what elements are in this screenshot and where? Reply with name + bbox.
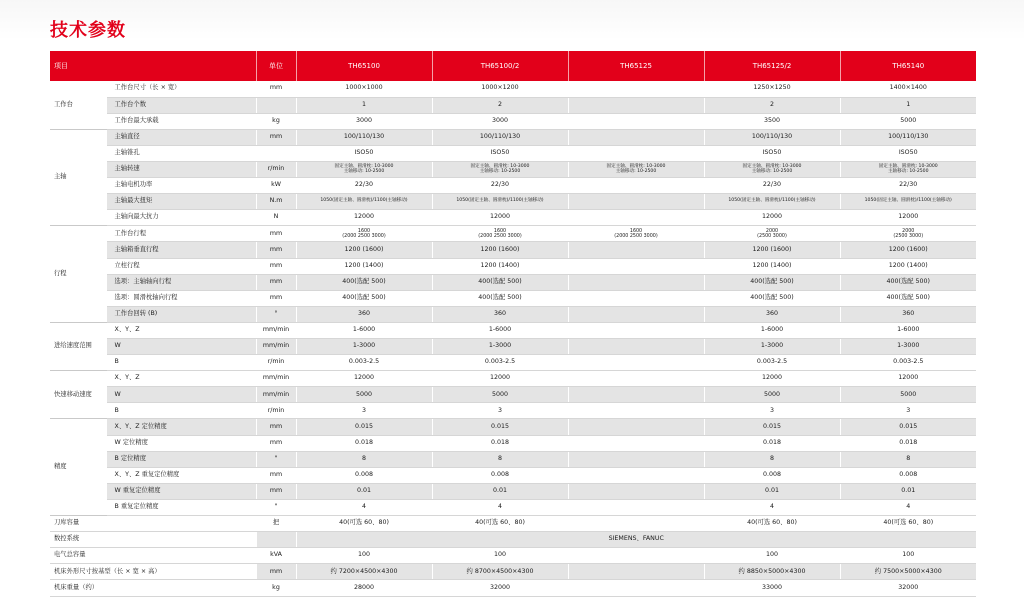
item-label: B (106, 355, 256, 371)
value-cell: 1600 (2000 2500 3000) (568, 226, 704, 242)
group-label: 数控系统 (50, 532, 256, 548)
value-cell: 100/110/130 (704, 129, 840, 145)
table-row (50, 467, 976, 483)
value-cell: 1 (840, 97, 976, 113)
item-label: 主轴向最大抗力 (106, 210, 256, 226)
value-cell: 32000 (432, 580, 568, 596)
item-label: 主轴箱垂直行程 (106, 242, 256, 258)
value-cell: 约 7500×5000×4300 (840, 564, 976, 580)
value-cell (568, 242, 704, 258)
value-cell: 1200 (1600) (432, 242, 568, 258)
table-row (50, 499, 976, 515)
value-cell: 3 (296, 403, 432, 419)
unit-cell: mm/min (256, 322, 296, 338)
value-cell (568, 194, 704, 210)
value-cell (568, 403, 704, 419)
value-cell: 2 (704, 97, 840, 113)
value-cell: 12000 (296, 371, 432, 387)
page-title: 技术参数 (50, 20, 126, 41)
value-cell: 8 (704, 451, 840, 467)
value-cell: 12000 (840, 371, 976, 387)
value-cell: 100/110/130 (296, 129, 432, 145)
unit-cell: " (256, 451, 296, 467)
value-cell (568, 322, 704, 338)
unit-cell: mm/min (256, 339, 296, 355)
value-cell: 1400×1400 (840, 81, 976, 97)
value-cell: 100 (432, 548, 568, 564)
unit-cell: kg (256, 580, 296, 596)
value-cell: 12000 (840, 210, 976, 226)
table-row (50, 290, 976, 306)
item-label: X、Y、Z (106, 322, 256, 338)
group-label: 进给速度范围 (50, 322, 106, 370)
item-label: X、Y、Z 定位精度 (106, 419, 256, 435)
value-cell: 4 (432, 499, 568, 515)
value-cell: 0.018 (704, 435, 840, 451)
item-label: W (106, 387, 256, 403)
value-cell: 0.003-2.5 (432, 355, 568, 371)
item-label: 工作台最大承载 (106, 113, 256, 129)
unit-cell: r/min (256, 355, 296, 371)
unit-cell: 把 (256, 516, 296, 532)
value-cell: 1-3000 (704, 339, 840, 355)
value-cell: 12000 (432, 210, 568, 226)
value-cell: 400(选配 500) (296, 290, 432, 306)
value-cell: 约 8700×4500×4300 (432, 564, 568, 580)
value-cell: SIEMENS、FANUC (296, 532, 976, 548)
unit-cell: mm (256, 226, 296, 242)
value-cell: 2000 (2500 3000) (840, 226, 976, 242)
value-cell: 1-6000 (432, 322, 568, 338)
table-row (50, 580, 976, 596)
value-cell: 固定主轴、圆滑枕: 10-3000 主轴移动: 10-2500 (432, 161, 568, 177)
value-cell (568, 548, 704, 564)
value-cell (568, 274, 704, 290)
value-cell: 400(选配 500) (704, 274, 840, 290)
value-cell: 1200 (1600) (840, 242, 976, 258)
table-row (50, 387, 976, 403)
value-cell: 28000 (296, 580, 432, 596)
value-cell: 1-3000 (296, 339, 432, 355)
item-label: 工作台回转 (B) (106, 306, 256, 322)
unit-cell: N (256, 210, 296, 226)
value-cell: 0.008 (296, 467, 432, 483)
item-label: 主轴电机功率 (106, 178, 256, 194)
unit-cell: mm/min (256, 387, 296, 403)
item-label: 选项：圆滑枕轴向行程 (106, 290, 256, 306)
header-model: TH65140 (840, 51, 976, 81)
value-cell (568, 290, 704, 306)
value-cell: 固定主轴、圆滑枕: 10-3000 主轴移动: 10-2500 (704, 161, 840, 177)
value-cell: 360 (296, 306, 432, 322)
value-cell: 约 7200×4500×4300 (296, 564, 432, 580)
value-cell (568, 339, 704, 355)
value-cell: 0.01 (432, 483, 568, 499)
value-cell: 8 (840, 451, 976, 467)
table-row (50, 532, 976, 548)
table-row (50, 371, 976, 387)
value-cell: ISO50 (432, 145, 568, 161)
header-model: TH65125/2 (704, 51, 840, 81)
value-cell: 1050(固定主轴、圆滑枕)/1100(主轴移动) (296, 194, 432, 210)
value-cell: 0.01 (840, 483, 976, 499)
item-label: B (106, 403, 256, 419)
value-cell: 0.01 (296, 483, 432, 499)
value-cell: 0.003-2.5 (296, 355, 432, 371)
group-label: 精度 (50, 419, 106, 516)
value-cell: 22/30 (296, 178, 432, 194)
value-cell: 5000 (840, 113, 976, 129)
value-cell: 360 (704, 306, 840, 322)
item-label: X、Y、Z 重复定位精度 (106, 467, 256, 483)
value-cell: 100 (704, 548, 840, 564)
value-cell: 3 (704, 403, 840, 419)
table-row (50, 242, 976, 258)
value-cell: 固定主轴、圆滑枕: 10-3000 主轴移动: 10-2500 (296, 161, 432, 177)
value-cell: 1050(固定主轴、圆滑枕)/1100(主轴移动) (432, 194, 568, 210)
item-label: 工作台个数 (106, 97, 256, 113)
header-unit: 单位 (256, 51, 296, 81)
value-cell: 0.015 (840, 419, 976, 435)
group-label: 机床重量（约） (50, 580, 256, 596)
value-cell: 0.018 (840, 435, 976, 451)
value-cell: 22/30 (840, 178, 976, 194)
value-cell: 40(可选 60、80) (432, 516, 568, 532)
value-cell (568, 306, 704, 322)
value-cell: 400(选配 500) (840, 274, 976, 290)
value-cell: 1200 (1600) (296, 242, 432, 258)
value-cell: 1000×1000 (296, 81, 432, 97)
table-row (50, 274, 976, 290)
table-header-row (50, 51, 976, 81)
item-label: 工作台行程 (106, 226, 256, 242)
value-cell: 400(选配 500) (432, 290, 568, 306)
value-cell: 0.008 (840, 467, 976, 483)
table-row (50, 194, 976, 210)
group-label: 快速移动速度 (50, 371, 106, 419)
unit-cell: kVA (256, 548, 296, 564)
value-cell: 1-3000 (432, 339, 568, 355)
value-cell: 12000 (704, 371, 840, 387)
item-label: W 定位精度 (106, 435, 256, 451)
value-cell: 1-6000 (840, 322, 976, 338)
group-label: 机床外形尺寸按基型（长 × 宽 × 高） (50, 564, 256, 580)
table-row (50, 355, 976, 371)
value-cell: 400(选配 500) (704, 290, 840, 306)
value-cell (568, 210, 704, 226)
unit-cell: N.m (256, 194, 296, 210)
value-cell (568, 467, 704, 483)
value-cell: 5000 (840, 387, 976, 403)
table-row (50, 419, 976, 435)
value-cell: 0.008 (432, 467, 568, 483)
group-label: 电气总容量 (50, 548, 256, 564)
value-cell: 0.018 (432, 435, 568, 451)
value-cell: 360 (840, 306, 976, 322)
table-row (50, 178, 976, 194)
value-cell: 4 (704, 499, 840, 515)
item-label: B 重复定位精度 (106, 499, 256, 515)
unit-cell: mm (256, 467, 296, 483)
spec-table (50, 51, 976, 597)
value-cell: 8 (296, 451, 432, 467)
unit-cell: mm (256, 274, 296, 290)
item-label: B 定位精度 (106, 451, 256, 467)
value-cell (568, 371, 704, 387)
table-row (50, 564, 976, 580)
value-cell: 1200 (1400) (704, 258, 840, 274)
value-cell: 1600 (2000 2500 3000) (296, 226, 432, 242)
value-cell (568, 483, 704, 499)
item-label: W (106, 339, 256, 355)
value-cell: 3000 (296, 113, 432, 129)
value-cell: 1200 (1400) (296, 258, 432, 274)
value-cell (568, 387, 704, 403)
table-row (50, 226, 976, 242)
value-cell: 1200 (1600) (704, 242, 840, 258)
unit-cell: r/min (256, 403, 296, 419)
table-row (50, 145, 976, 161)
unit-cell: r/min (256, 161, 296, 177)
unit-cell: kg (256, 113, 296, 129)
value-cell: 0.015 (704, 419, 840, 435)
value-cell: 1000×1200 (432, 81, 568, 97)
value-cell (568, 97, 704, 113)
table-row (50, 451, 976, 467)
unit-cell: mm (256, 129, 296, 145)
item-label: W 重复定位精度 (106, 483, 256, 499)
header-model: TH65125 (568, 51, 704, 81)
value-cell (568, 516, 704, 532)
table-row (50, 548, 976, 564)
value-cell: 0.003-2.5 (840, 355, 976, 371)
table-row (50, 258, 976, 274)
value-cell: 0.018 (296, 435, 432, 451)
value-cell: 400(选配 500) (840, 290, 976, 306)
table-row (50, 322, 976, 338)
value-cell: 1 (296, 97, 432, 113)
value-cell: 40(可选 60、80) (296, 516, 432, 532)
value-cell: 0.015 (296, 419, 432, 435)
value-cell: 1600 (2000 2500 3000) (432, 226, 568, 242)
value-cell: 3000 (432, 113, 568, 129)
unit-cell: mm/min (256, 371, 296, 387)
value-cell: 1200 (1400) (432, 258, 568, 274)
value-cell: 固定主轴、圆滑枕: 10-3000 主轴移动: 10-2500 (840, 161, 976, 177)
unit-cell: mm (256, 290, 296, 306)
unit-cell: ° (256, 306, 296, 322)
value-cell: 5000 (432, 387, 568, 403)
unit-cell: mm (256, 483, 296, 499)
value-cell: 12000 (296, 210, 432, 226)
unit-cell: mm (256, 435, 296, 451)
value-cell: 3 (432, 403, 568, 419)
item-label: 选项：主轴轴向行程 (106, 274, 256, 290)
item-label: 主轴直径 (106, 129, 256, 145)
value-cell: 2000 (2500 3000) (704, 226, 840, 242)
table-row (50, 161, 976, 177)
table-row (50, 113, 976, 129)
value-cell: 12000 (432, 371, 568, 387)
unit-cell (256, 97, 296, 113)
unit-cell: mm (256, 258, 296, 274)
value-cell (568, 564, 704, 580)
value-cell (568, 81, 704, 97)
item-label: 工作台尺寸（长 × 宽） (106, 81, 256, 97)
value-cell: 3500 (704, 113, 840, 129)
header-model: TH65100/2 (432, 51, 568, 81)
value-cell: 1-3000 (840, 339, 976, 355)
value-cell (568, 419, 704, 435)
table-row (50, 483, 976, 499)
value-cell (568, 113, 704, 129)
item-label: X、Y、Z (106, 371, 256, 387)
value-cell: 100/110/130 (432, 129, 568, 145)
table-row (50, 210, 976, 226)
table-row (50, 516, 976, 532)
value-cell: 0.003-2.5 (704, 355, 840, 371)
group-label: 主轴 (50, 129, 106, 226)
value-cell: 40(可选 60、80) (840, 516, 976, 532)
value-cell: 12000 (704, 210, 840, 226)
table-row (50, 339, 976, 355)
value-cell (568, 145, 704, 161)
unit-cell (256, 532, 296, 548)
value-cell: 1250×1250 (704, 81, 840, 97)
value-cell: 4 (840, 499, 976, 515)
value-cell (568, 499, 704, 515)
table-row (50, 403, 976, 419)
value-cell: 固定主轴、圆滑枕: 10-3000 主轴移动: 10-2500 (568, 161, 704, 177)
value-cell: 1050(固定主轴、圆滑枕)/1100(主轴移动) (840, 194, 976, 210)
value-cell: 100 (296, 548, 432, 564)
value-cell (568, 129, 704, 145)
value-cell: 360 (432, 306, 568, 322)
unit-cell: mm (256, 564, 296, 580)
unit-cell: mm (256, 419, 296, 435)
value-cell: 1050(固定主轴、圆滑枕)/1100(主轴移动) (704, 194, 840, 210)
value-cell: 约 8850×5000×4300 (704, 564, 840, 580)
value-cell (568, 580, 704, 596)
item-label: 主轴转速 (106, 161, 256, 177)
value-cell (568, 355, 704, 371)
value-cell: 2 (432, 97, 568, 113)
value-cell: 5000 (704, 387, 840, 403)
group-label: 行程 (50, 226, 106, 323)
item-label: 主轴最大扭矩 (106, 194, 256, 210)
table-row (50, 306, 976, 322)
item-label: 立柱行程 (106, 258, 256, 274)
table-row (50, 81, 976, 97)
value-cell: 400(选配 500) (296, 274, 432, 290)
value-cell: ISO50 (840, 145, 976, 161)
value-cell: 40(可选 60、80) (704, 516, 840, 532)
unit-cell: kW (256, 178, 296, 194)
value-cell: 1-6000 (704, 322, 840, 338)
value-cell: 4 (296, 499, 432, 515)
value-cell: 0.015 (432, 419, 568, 435)
value-cell (568, 435, 704, 451)
value-cell: 400(选配 500) (432, 274, 568, 290)
unit-cell (256, 145, 296, 161)
unit-cell: " (256, 499, 296, 515)
value-cell: 1200 (1400) (840, 258, 976, 274)
value-cell: 0.01 (704, 483, 840, 499)
header-item: 项目 (50, 51, 256, 81)
value-cell (568, 258, 704, 274)
value-cell: 33000 (704, 580, 840, 596)
value-cell (568, 451, 704, 467)
table-row (50, 97, 976, 113)
value-cell: ISO50 (704, 145, 840, 161)
unit-cell: mm (256, 242, 296, 258)
value-cell: 8 (432, 451, 568, 467)
value-cell: 3 (840, 403, 976, 419)
header-model: TH65100 (296, 51, 432, 81)
value-cell: ISO50 (296, 145, 432, 161)
item-label: 主轴锥孔 (106, 145, 256, 161)
value-cell: 0.008 (704, 467, 840, 483)
value-cell: 1-6000 (296, 322, 432, 338)
group-label: 工作台 (50, 81, 106, 129)
unit-cell: mm (256, 81, 296, 97)
value-cell: 100/110/130 (840, 129, 976, 145)
value-cell: 100 (840, 548, 976, 564)
value-cell: 5000 (296, 387, 432, 403)
value-cell (568, 178, 704, 194)
value-cell: 22/30 (432, 178, 568, 194)
value-cell: 22/30 (704, 178, 840, 194)
table-row (50, 129, 976, 145)
table-row (50, 435, 976, 451)
value-cell: 32000 (840, 580, 976, 596)
group-label: 刀库容量 (50, 516, 256, 532)
